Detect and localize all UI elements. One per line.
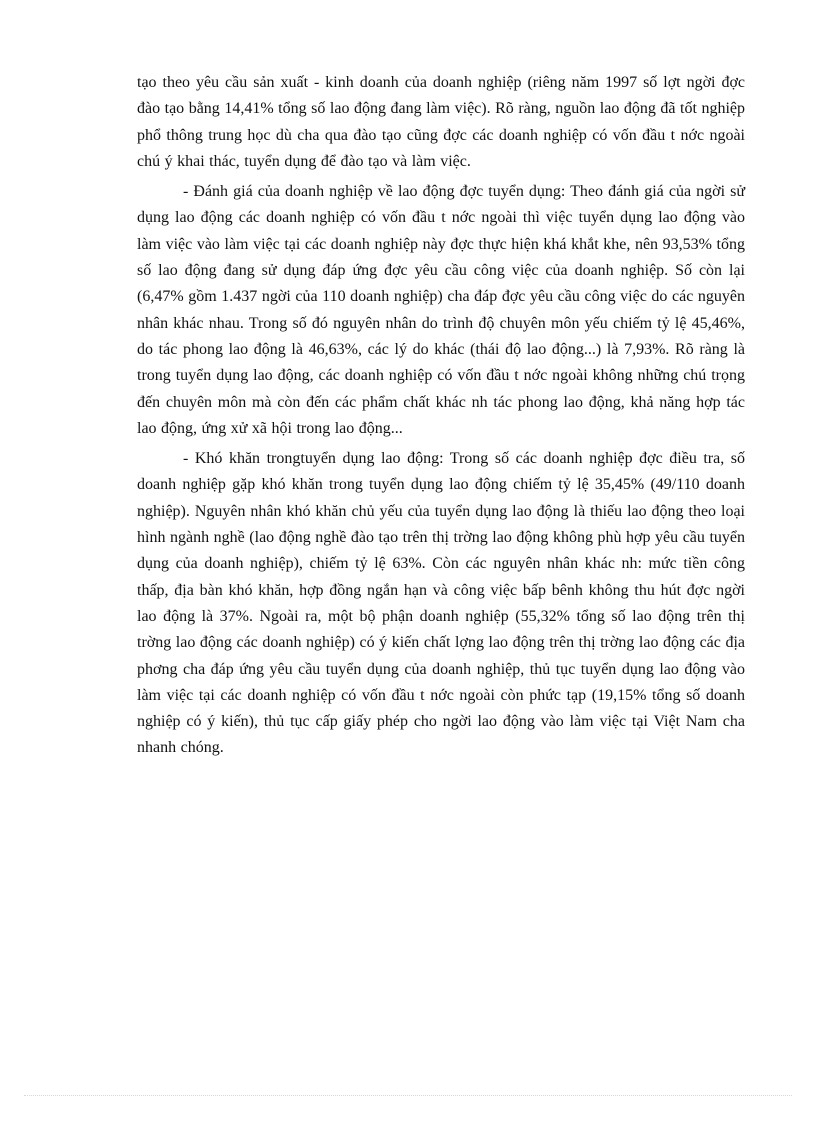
paragraph-enterprise-assessment: - Đánh giá của doanh nghiệp về lao động đợc tuyển dụng: Theo đánh giá của ngời sử dụng lao động các doanh nghiệp có vốn đầu t nớc ngoài thì việc tuyển dụng lao động vào làm việc vào làm việc tại các doanh nghiệp này đợc thực hiện khá khắt khe, nên 93,53% tổng số lao động đang sử dụng đáp ứng đợc yêu cầu công việc của doanh nghiệp. Số còn lại (6,47% gồm 1.437 ngời của 110 doanh nghiệp) cha đáp đợc yêu cầu công việc do các nguyên nhân khác nhau. Trong số đó nguyên nhân do trình độ chuyên môn yếu chiếm tỷ lệ 45,46%, do tác phong lao động là 46,63%, các lý do khác (thái độ lao động...) là 7,93%. Rõ ràng là trong tuyển dụng lao động, các doanh nghiệp có vốn đầu t nớc ngoài không những chú trọng đến chuyên môn mà còn đến các phẩm chất khác nh tác phong lao động, khả năng hợp tác lao động, ứng xử xã hội trong lao động... xyxy=(137,183,745,437)
paragraph-training: tạo theo yêu cầu sản xuất - kinh doanh của doanh nghiệp (riêng năm 1997 số lợt ngời đợc đào tạo bằng 14,41% tổng số lao động đang làm việc). Rõ ràng, nguồn lao động đã tốt nghiệp phổ thông trung học dù cha qua đào tạo cũng đợc các doanh nghiệp có vốn đầu t nớc ngoài chú ý khai thác, tuyển dụng để đào tạo và làm việc. xyxy=(137,74,745,170)
paragraph-recruitment-difficulties: - Khó khăn trongtuyển dụng lao động: Trong số các doanh nghiệp đợc điều tra, số doanh nghiệp gặp khó khăn trong tuyển dụng lao động chiếm tỷ lệ 35,45% (49/110 doanh nghiệp). Nguyên nhân khó khăn chủ yếu của tuyển dụng lao động là thiếu lao động theo loại hình ngành nghề (lao động nghề đào tạo trên thị trờng lao động không phù hợp yêu cầu tuyển dụng của doanh nghiệp), chiếm tỷ lệ 63%. Còn các nguyên nhân khác nh: mức tiền công thấp, địa bàn khó khăn, hợp đồng ngắn hạn và công việc bấp bênh không thu hút đợc ngời lao động là 37%. Ngoài ra, một bộ phận doanh nghiệp (55,32% tổng số lao động trên thị trờng lao động các doanh nghiệp) có ý kiến chất lợng lao động trên thị trờng lao động các địa phơng cha đáp ứng yêu cầu tuyển dụng của doanh nghiệp, thủ tục tuyển dụng lao động vào làm việc tại các doanh nghiệp có vốn đầu t nớc ngoài còn phức tạp (19,15% tổng số doanh nghiệp có ý kiến), thủ tục cấp giấy phép cho ngời lao động vào làm việc tại Việt Nam cha nhanh chóng. xyxy=(137,450,745,757)
document-body xyxy=(137,70,745,766)
page-bottom-divider xyxy=(24,1095,792,1096)
